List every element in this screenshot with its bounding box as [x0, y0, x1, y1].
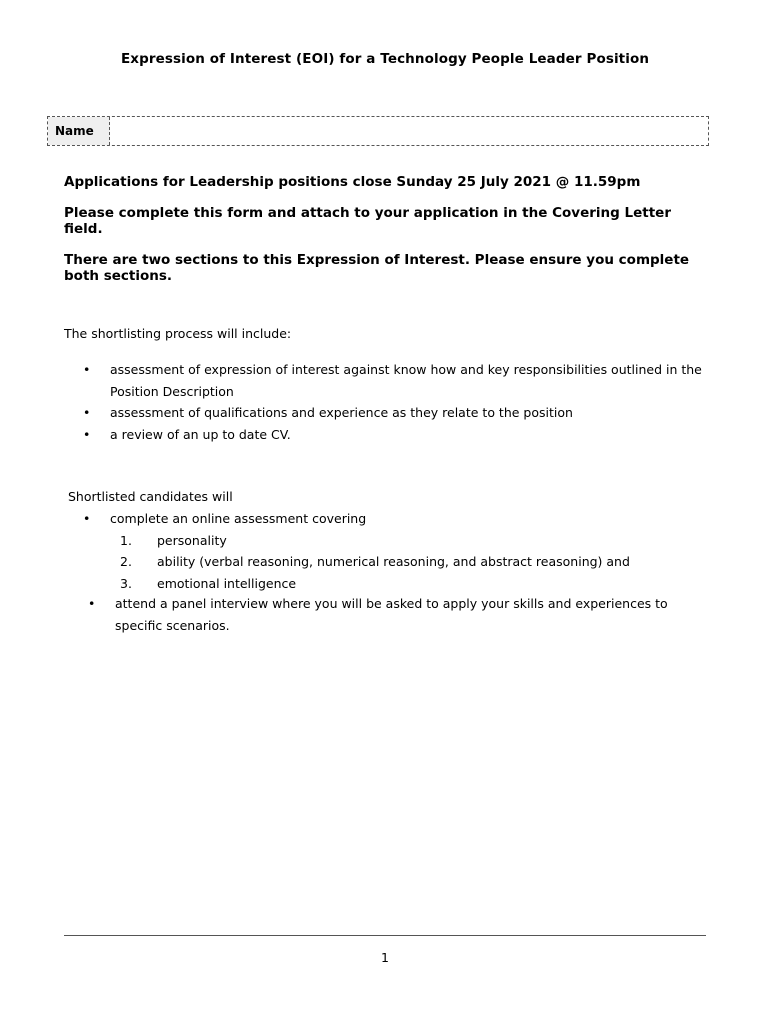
list-number: 3.: [120, 575, 132, 591]
list-item-text: personality: [157, 532, 227, 548]
list-number: 1.: [120, 532, 132, 548]
list-item-text: emotional intelligence: [157, 575, 297, 591]
attachment-instruction: Please complete this form and attach to your application in the Covering Letter field.: [64, 205, 671, 237]
interview-list: [88, 593, 698, 636]
list-item: • a review of an up to date CV.: [83, 424, 713, 446]
document-title: Expression of Interest (EOI) for a Technology People Leader Position: [120, 51, 650, 67]
list-item-text: ability (verbal reasoning, numerical reasoning, and abstract reasoning) and: [157, 554, 630, 569]
list-item: [110, 573, 713, 595]
list-item: • assessment of expression of interest against know how and key responsibilities outlined in the Position Description: [83, 359, 713, 402]
shortlisting-intro: The shortlisting process will include:: [64, 326, 292, 341]
list-item: • assessment of qualifications and experience as they relate to the position: [83, 402, 713, 424]
list-number: 2.: [120, 554, 132, 569]
footer-divider: [64, 935, 706, 936]
name-table: [47, 116, 709, 146]
shortlisting-list: [83, 359, 713, 445]
list-item: • attend a panel interview where you will be asked to apply your skills and experiences to specific scenarios.: [88, 593, 698, 636]
list-item: [110, 530, 713, 552]
assessment-item-text: complete an online assessment covering: [110, 511, 367, 526]
shortlisted-list: [83, 508, 713, 594]
list-item: [110, 551, 713, 573]
name-label: Name: [48, 117, 110, 145]
closing-date-notice: Applications for Leadership positions close Sunday 25 July 2021 @ 11.59pm: [64, 174, 641, 190]
sections-instruction: There are two sections to this Expression of Interest. Please ensure you complete both sections.: [64, 252, 690, 284]
name-input-cell[interactable]: [110, 117, 708, 145]
assessment-sublist: [110, 530, 713, 595]
shortlisted-intro: Shortlisted candidates will: [68, 489, 233, 504]
list-item: [83, 508, 713, 594]
page-number: 1: [381, 950, 389, 965]
